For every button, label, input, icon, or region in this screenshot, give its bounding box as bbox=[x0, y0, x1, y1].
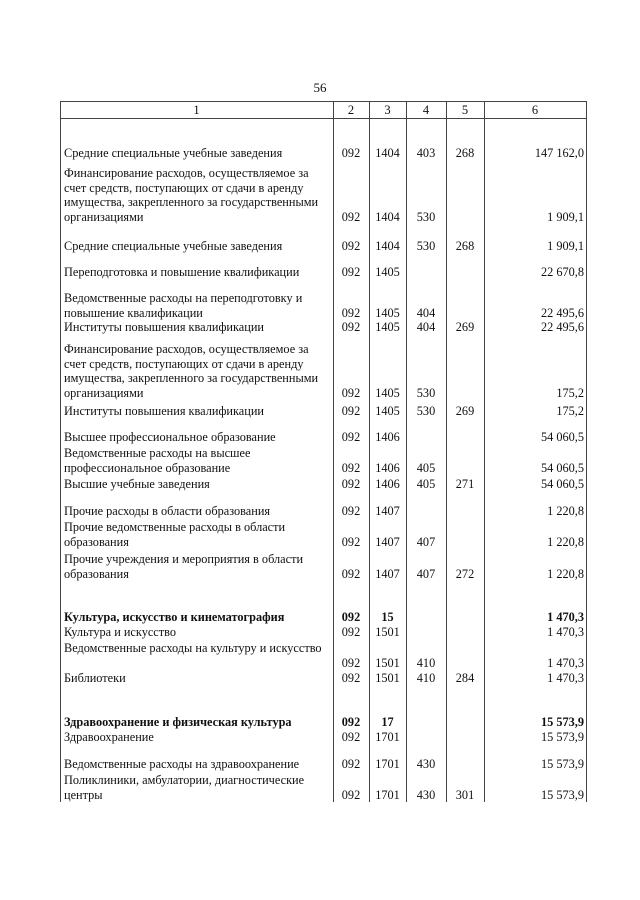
row-target-code: 530 bbox=[416, 385, 436, 400]
row-section-code: 1501 bbox=[375, 655, 400, 670]
header-bottom-border bbox=[60, 118, 587, 119]
row-ministry-code: 092 bbox=[341, 504, 361, 518]
row-target-code: 405 bbox=[416, 477, 436, 491]
row-section-code: 1701 bbox=[375, 730, 400, 744]
row-ministry-code: 092 bbox=[341, 787, 361, 802]
row-expense-code: 269 bbox=[455, 320, 475, 334]
row-target-code: 430 bbox=[416, 787, 436, 802]
row-section-code: 1701 bbox=[375, 757, 400, 771]
row-description: Прочие учреждения и мероприятия в области образования bbox=[64, 552, 304, 581]
row-expense-code: 301 bbox=[455, 787, 475, 802]
header-col-2: 2 bbox=[347, 103, 355, 117]
row-expense-code: 268 bbox=[455, 146, 475, 160]
row-amount: 15 573,9 bbox=[540, 757, 584, 771]
row-description: Поликлиники, амбулатории, диагностические центры bbox=[64, 773, 305, 802]
row-expense-code: 269 bbox=[455, 404, 475, 418]
header-col-3: 3 bbox=[384, 103, 391, 117]
row-amount: 1 470,3 bbox=[547, 655, 584, 670]
row-target-code: 530 bbox=[416, 239, 436, 253]
row-amount: 15 573,9 bbox=[540, 715, 584, 729]
row-amount: 1 470,3 bbox=[547, 671, 584, 685]
row-section-code: 1404 bbox=[375, 209, 400, 224]
row-ministry-code: 092 bbox=[341, 239, 361, 253]
row-expense-code: 272 bbox=[455, 566, 475, 581]
col-divider-2 bbox=[369, 101, 370, 802]
row-ministry-code: 092 bbox=[341, 209, 361, 224]
row-amount: 1 909,1 bbox=[547, 209, 584, 224]
row-expense-code: 271 bbox=[455, 477, 475, 491]
row-target-code: 403 bbox=[416, 146, 436, 160]
row-ministry-code: 092 bbox=[341, 404, 361, 418]
row-description: Финансирование расходов, осуществляемое за счет средств, поступающих от сдачи в аренду имущества, закрепленного за государственными организациями bbox=[64, 166, 319, 224]
row-amount: 15 573,9 bbox=[540, 730, 584, 744]
row-ministry-code: 092 bbox=[341, 430, 361, 444]
row-amount: 175,2 bbox=[556, 404, 584, 418]
row-amount: 54 060,5 bbox=[540, 477, 584, 491]
row-description: Прочие расходы в области образования bbox=[64, 504, 271, 518]
row-description: Прочие ведомственные расходы в области образования bbox=[64, 520, 286, 549]
row-description: Средние специальные учебные заведения bbox=[64, 239, 283, 253]
row-ministry-code: 092 bbox=[341, 757, 361, 771]
col-divider-5 bbox=[484, 101, 485, 802]
row-ministry-code: 092 bbox=[341, 385, 361, 400]
col-divider-4 bbox=[446, 101, 447, 802]
row-target-code: 430 bbox=[416, 757, 436, 771]
row-section-code: 1405 bbox=[375, 320, 400, 334]
row-description: Здравоохранение и физическая культура bbox=[64, 715, 292, 729]
header-col-1: 1 bbox=[193, 103, 200, 117]
row-amount: 147 162,0 bbox=[534, 146, 584, 160]
row-amount: 22 670,8 bbox=[540, 265, 584, 279]
row-amount: 22 495,6 bbox=[540, 320, 584, 334]
row-description: Культура, искусство и кинематография bbox=[64, 610, 285, 624]
row-description: Здравоохранение bbox=[64, 730, 154, 744]
row-ministry-code: 092 bbox=[341, 610, 361, 624]
row-description: Финансирование расходов, осуществляемое за счет средств, поступающих от сдачи в аренду имущества, закрепленного за государственными организациями bbox=[64, 342, 319, 400]
row-section-code: 1407 bbox=[375, 534, 400, 549]
row-expense-code: 268 bbox=[455, 239, 475, 253]
row-target-code: 410 bbox=[416, 655, 436, 670]
row-ministry-code: 092 bbox=[341, 671, 361, 685]
row-amount: 22 495,6 bbox=[540, 305, 584, 320]
row-ministry-code: 092 bbox=[341, 460, 361, 475]
row-ministry-code: 092 bbox=[341, 715, 361, 729]
row-amount: 1 909,1 bbox=[547, 239, 584, 253]
row-amount: 175,2 bbox=[556, 385, 584, 400]
row-ministry-code: 092 bbox=[341, 265, 361, 279]
row-description: Переподготовка и повышение квалификации bbox=[64, 265, 300, 279]
header-col-6: 6 bbox=[531, 103, 539, 117]
row-ministry-code: 092 bbox=[341, 146, 361, 160]
row-description: Ведомственные расходы на культуру и искусство bbox=[64, 641, 322, 655]
row-section-code: 1404 bbox=[375, 146, 400, 160]
row-section-code: 1406 bbox=[375, 430, 400, 444]
col-divider-3 bbox=[406, 101, 407, 802]
row-ministry-code: 092 bbox=[341, 477, 361, 491]
row-description: Институты повышения квалификации bbox=[64, 404, 264, 418]
row-section-code: 1407 bbox=[375, 566, 400, 581]
row-ministry-code: 092 bbox=[341, 320, 361, 334]
page-number: 56 bbox=[313, 80, 327, 95]
row-description: Ведомственные расходы на высшее профессиональное образование bbox=[64, 446, 251, 475]
row-target-code: 405 bbox=[416, 460, 436, 475]
row-description: Ведомственные расходы на переподготовку и повышение квалификации bbox=[64, 291, 303, 320]
row-amount: 1 470,3 bbox=[547, 625, 584, 639]
row-ministry-code: 092 bbox=[341, 625, 361, 639]
row-amount: 1 220,8 bbox=[547, 504, 584, 518]
col-divider-1 bbox=[333, 101, 334, 802]
row-section-code: 1407 bbox=[375, 504, 400, 518]
row-amount: 54 060,5 bbox=[540, 430, 584, 444]
row-section-code: 1405 bbox=[375, 385, 400, 400]
row-section-code: 1501 bbox=[375, 625, 400, 639]
row-description: Высшие учебные заведения bbox=[64, 477, 210, 491]
row-description: Высшее профессиональное образование bbox=[64, 430, 276, 444]
row-section-code: 15 bbox=[381, 610, 394, 624]
row-target-code: 530 bbox=[416, 404, 436, 418]
row-expense-code: 284 bbox=[455, 671, 475, 685]
row-section-code: 1501 bbox=[375, 671, 400, 685]
row-section-code: 1406 bbox=[375, 477, 400, 491]
row-section-code: 1404 bbox=[375, 239, 400, 253]
row-ministry-code: 092 bbox=[341, 655, 361, 670]
row-description: Средние специальные учебные заведения bbox=[64, 146, 283, 160]
header-col-5: 5 bbox=[461, 103, 469, 117]
row-description: Культура и искусство bbox=[64, 625, 177, 639]
row-target-code: 404 bbox=[416, 305, 436, 320]
row-target-code: 407 bbox=[416, 534, 436, 549]
row-amount: 15 573,9 bbox=[540, 787, 584, 802]
row-section-code: 1405 bbox=[375, 305, 400, 320]
header-col-4: 4 bbox=[422, 103, 430, 117]
row-amount: 1 220,8 bbox=[547, 566, 584, 581]
row-section-code: 1701 bbox=[375, 787, 400, 802]
row-ministry-code: 092 bbox=[341, 566, 361, 581]
row-description: Ведомственные расходы на здравоохранение bbox=[64, 757, 300, 771]
row-target-code: 410 bbox=[416, 671, 436, 685]
row-section-code: 1405 bbox=[375, 404, 400, 418]
row-amount: 54 060,5 bbox=[540, 460, 584, 475]
row-amount: 1 470,3 bbox=[547, 610, 584, 624]
row-target-code: 407 bbox=[416, 566, 436, 581]
row-section-code: 1405 bbox=[375, 265, 400, 279]
row-ministry-code: 092 bbox=[341, 305, 361, 320]
row-description: Библиотеки bbox=[64, 671, 126, 685]
row-section-code: 17 bbox=[381, 715, 394, 729]
table-right-border bbox=[586, 101, 587, 802]
row-description: Институты повышения квалификации bbox=[64, 320, 264, 334]
row-section-code: 1406 bbox=[375, 460, 400, 475]
row-target-code: 530 bbox=[416, 209, 436, 224]
row-target-code: 404 bbox=[416, 320, 436, 334]
row-amount: 1 220,8 bbox=[547, 534, 584, 549]
row-ministry-code: 092 bbox=[341, 534, 361, 549]
row-ministry-code: 092 bbox=[341, 730, 361, 744]
table-left-border bbox=[60, 101, 61, 802]
